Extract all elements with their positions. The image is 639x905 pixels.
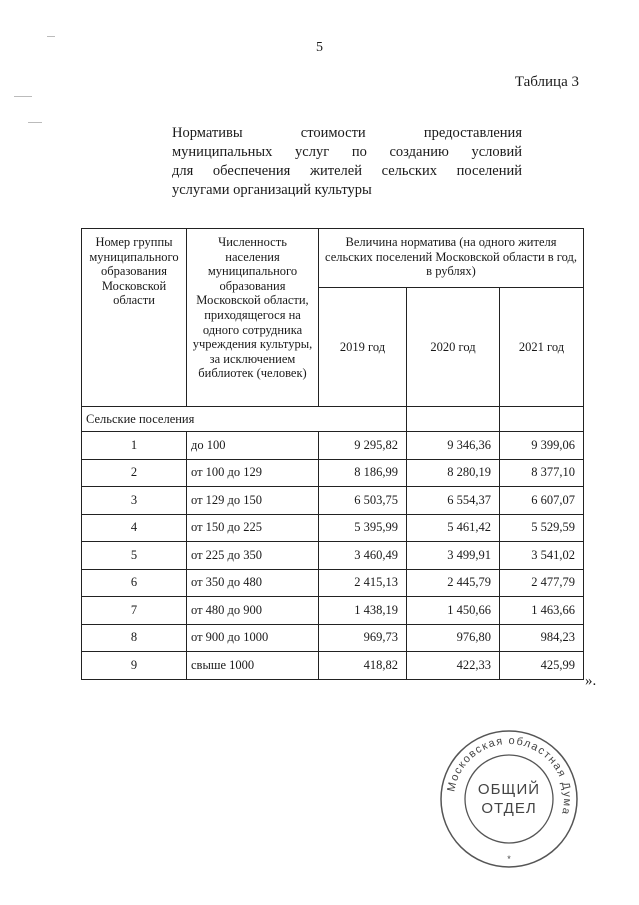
value-2020-cell: 422,33 <box>407 652 500 680</box>
value-2021-cell: 8 377,10 <box>500 459 584 487</box>
value-2019-cell: 6 503,75 <box>319 487 407 515</box>
section-label: Сельские поселения <box>82 407 407 432</box>
closing-quote: ». <box>585 673 597 689</box>
group-number-cell: 7 <box>82 597 187 625</box>
stamp-line-1: ОБЩИЙ <box>477 781 541 798</box>
value-2019-cell: 8 186,99 <box>319 459 407 487</box>
table-row <box>82 514 584 542</box>
group-number-cell: 9 <box>82 652 187 680</box>
norm-value-header: Величина норматива (на одного жителя сельских поселений Московской области в год, в рублях) <box>319 229 584 288</box>
year-header-2020: 2020 год <box>407 288 500 407</box>
value-2019-cell: 418,82 <box>319 652 407 680</box>
value-2021-cell: 9 399,06 <box>500 432 584 460</box>
value-2020-cell: 5 461,42 <box>407 514 500 542</box>
population-range-cell: от 225 до 350 <box>187 542 319 570</box>
group-number-cell: 3 <box>82 487 187 515</box>
empty-cell <box>407 407 500 432</box>
group-number-cell: 2 <box>82 459 187 487</box>
year-header-2021: 2021 год <box>500 288 584 407</box>
table-row <box>82 487 584 515</box>
group-number-cell: 6 <box>82 569 187 597</box>
value-2021-cell: 6 607,07 <box>500 487 584 515</box>
stamp-star: * <box>507 854 511 864</box>
value-2020-cell: 8 280,19 <box>407 459 500 487</box>
value-2019-cell: 1 438,19 <box>319 597 407 625</box>
group-number-cell: 5 <box>82 542 187 570</box>
table-label: Таблица 3 <box>514 74 579 90</box>
table-row <box>82 432 584 460</box>
value-2019-cell: 2 415,13 <box>319 569 407 597</box>
seal-stamp <box>438 728 580 870</box>
population-range-cell: от 350 до 480 <box>187 569 319 597</box>
population-range-cell: от 480 до 900 <box>187 597 319 625</box>
table-row <box>82 569 584 597</box>
population-range-cell: до 100 <box>187 432 319 460</box>
population-range-cell: от 900 до 1000 <box>187 624 319 652</box>
title-line: для обеспечения жителей сельских поселений <box>172 163 522 179</box>
group-number-cell: 1 <box>82 432 187 460</box>
stamp-line-2: ОТДЕЛ <box>481 800 537 817</box>
document-title <box>172 124 522 200</box>
value-2021-cell: 2 477,79 <box>500 569 584 597</box>
table-row <box>82 542 584 570</box>
population-range-cell: от 129 до 150 <box>187 487 319 515</box>
value-2021-cell: 3 541,02 <box>500 542 584 570</box>
value-2020-cell: 9 346,36 <box>407 432 500 460</box>
title-line: Нормативы стоимости предоставления <box>172 125 522 141</box>
title-line: услугами организаций культуры <box>172 182 372 198</box>
value-2019-cell: 3 460,49 <box>319 542 407 570</box>
norms-table <box>81 228 584 680</box>
population-header: Численность населения муниципального образования Московской области, приходящегося на одного сотрудника учреждения культуры, за исключением библиотек (человек) <box>187 229 319 407</box>
page-number: 5 <box>316 40 323 55</box>
empty-cell <box>500 407 584 432</box>
value-2020-cell: 1 450,66 <box>407 597 500 625</box>
title-line: муниципальных услуг по созданию условий <box>172 144 522 160</box>
group-number-cell: 4 <box>82 514 187 542</box>
population-range-cell: свыше 1000 <box>187 652 319 680</box>
value-2021-cell: 1 463,66 <box>500 597 584 625</box>
population-range-cell: от 150 до 225 <box>187 514 319 542</box>
value-2021-cell: 5 529,59 <box>500 514 584 542</box>
value-2020-cell: 6 554,37 <box>407 487 500 515</box>
value-2021-cell: 425,99 <box>500 652 584 680</box>
table-row <box>82 624 584 652</box>
table-row <box>82 597 584 625</box>
value-2019-cell: 969,73 <box>319 624 407 652</box>
group-number-header: Номер группы муниципального образования Московской области <box>82 229 187 407</box>
group-number-cell: 8 <box>82 624 187 652</box>
table-row <box>82 459 584 487</box>
value-2020-cell: 976,80 <box>407 624 500 652</box>
value-2020-cell: 3 499,91 <box>407 542 500 570</box>
year-header-2019: 2019 год <box>319 288 407 407</box>
stamp-ring-text: Московская областная Дума <box>445 734 574 817</box>
value-2020-cell: 2 445,79 <box>407 569 500 597</box>
value-2019-cell: 5 395,99 <box>319 514 407 542</box>
table-row <box>82 652 584 680</box>
population-range-cell: от 100 до 129 <box>187 459 319 487</box>
value-2021-cell: 984,23 <box>500 624 584 652</box>
value-2019-cell: 9 295,82 <box>319 432 407 460</box>
